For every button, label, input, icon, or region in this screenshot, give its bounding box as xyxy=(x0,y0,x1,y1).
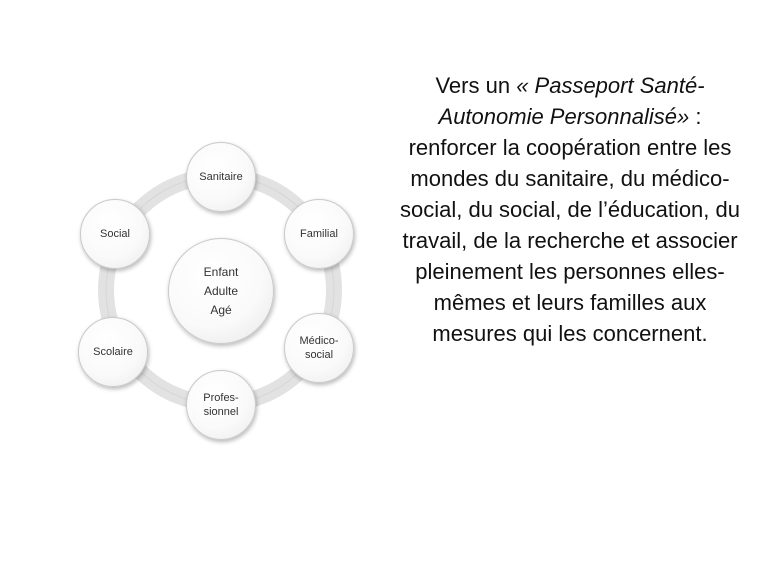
node-professionnel-label: Profes- sionnel xyxy=(203,392,239,418)
center-label-adulte: Adulte xyxy=(203,283,239,298)
text-prefix: Vers un xyxy=(435,73,517,98)
node-familial-label: Familial xyxy=(300,228,338,240)
node-sanitaire-label: Sanitaire xyxy=(199,171,243,183)
center-node xyxy=(168,238,274,344)
node-sanitaire xyxy=(186,142,256,212)
cycle-diagram xyxy=(60,130,380,450)
text-colon: : xyxy=(689,104,702,129)
node-professionnel xyxy=(186,370,256,440)
text-body: renforcer la coopération entre les mondes du sanitaire, du médico-social, du social, de l’éducation, du travail, de la recherche et associer pleinement les personnes elles- mêmes et leurs familles aux mesures qui les concernent. xyxy=(400,135,740,346)
node-social-label: Social xyxy=(100,228,130,240)
center-label-age: Agé xyxy=(210,302,232,317)
center-label-enfant: Enfant xyxy=(203,264,239,279)
node-familial xyxy=(284,199,354,269)
node-social xyxy=(80,199,150,269)
node-medico-social-label: Médico- social xyxy=(299,335,339,361)
node-scolaire xyxy=(78,317,148,387)
text-title: « Passeport Santé-Autonomie Personnalisé» xyxy=(438,73,705,129)
description-text xyxy=(395,70,745,349)
node-medico-social xyxy=(284,313,354,383)
node-scolaire-label: Scolaire xyxy=(93,346,133,358)
